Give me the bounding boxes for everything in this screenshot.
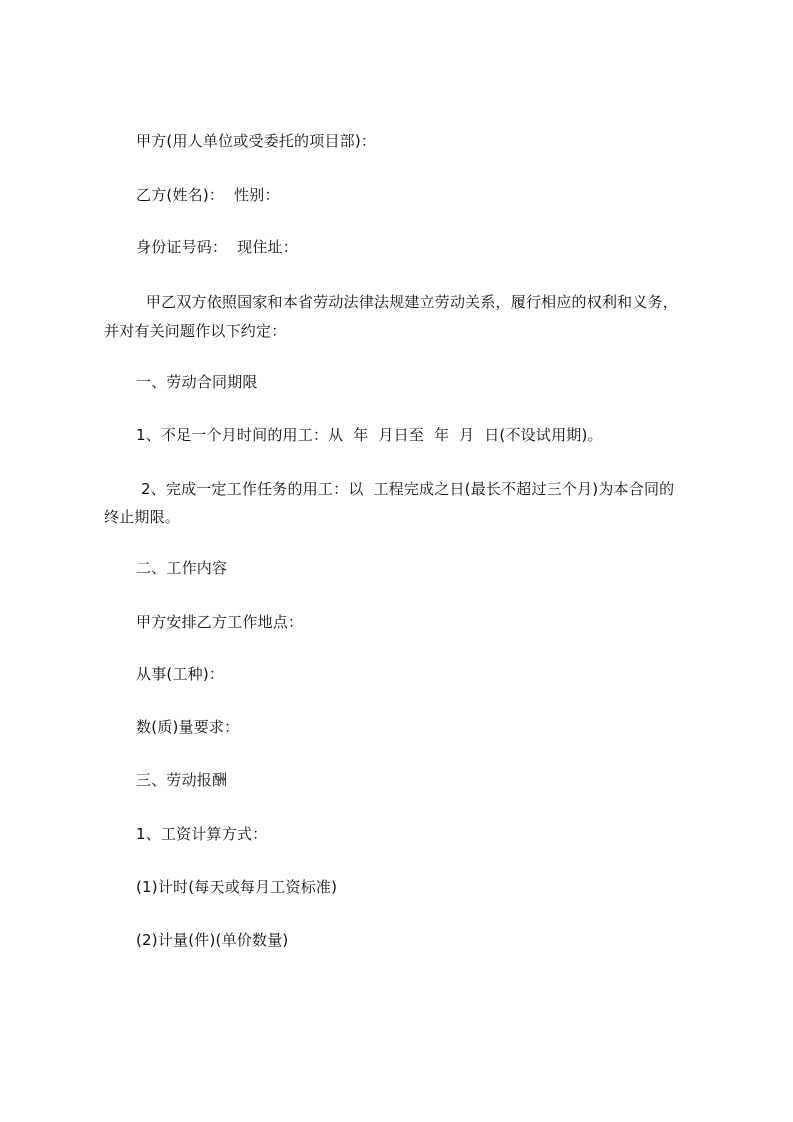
wage-method-line: 1、工资计算方式： <box>136 825 268 843</box>
section-3-heading: 三、劳动报酬 <box>136 771 228 789</box>
wage-time-line: (1)计时(每天或每月工资标准) <box>136 878 338 896</box>
quantity-quality-line: 数(质)量要求： <box>136 718 240 736</box>
party-b-line: 乙方(姓名)： 性别： <box>136 186 280 204</box>
section-1-item-1: 1、不足一个月时间的用工：从 年 月日至 年 月 日(不设试用期)。 <box>136 426 603 444</box>
section-1-item-2-line-2: 终止期限。 <box>104 508 181 526</box>
section-2-heading: 二、工作内容 <box>136 559 228 577</box>
intro-paragraph-line-1: 甲乙双方依照国家和本省劳动法律法规建立劳动关系，履行相应的权利和义务， <box>136 293 678 311</box>
party-a-line: 甲方(用人单位或受委托的项目部)： <box>136 132 377 150</box>
intro-paragraph-line-2: 并对有关问题作以下约定： <box>104 322 287 340</box>
work-type-line: 从事(工种)： <box>136 665 225 683</box>
section-1-heading: 一、劳动合同期限 <box>136 373 258 391</box>
wage-piece-line: (2)计量(件)(单价数量) <box>136 931 289 949</box>
section-1-item-2-line-1: 2、完成一定工作任务的用工：以 工程完成之日(最长不超过三个月)为本合同的 <box>136 480 675 498</box>
id-address-line: 身份证号码： 现住址： <box>136 238 298 256</box>
work-location-line: 甲方安排乙方工作地点： <box>136 613 304 631</box>
